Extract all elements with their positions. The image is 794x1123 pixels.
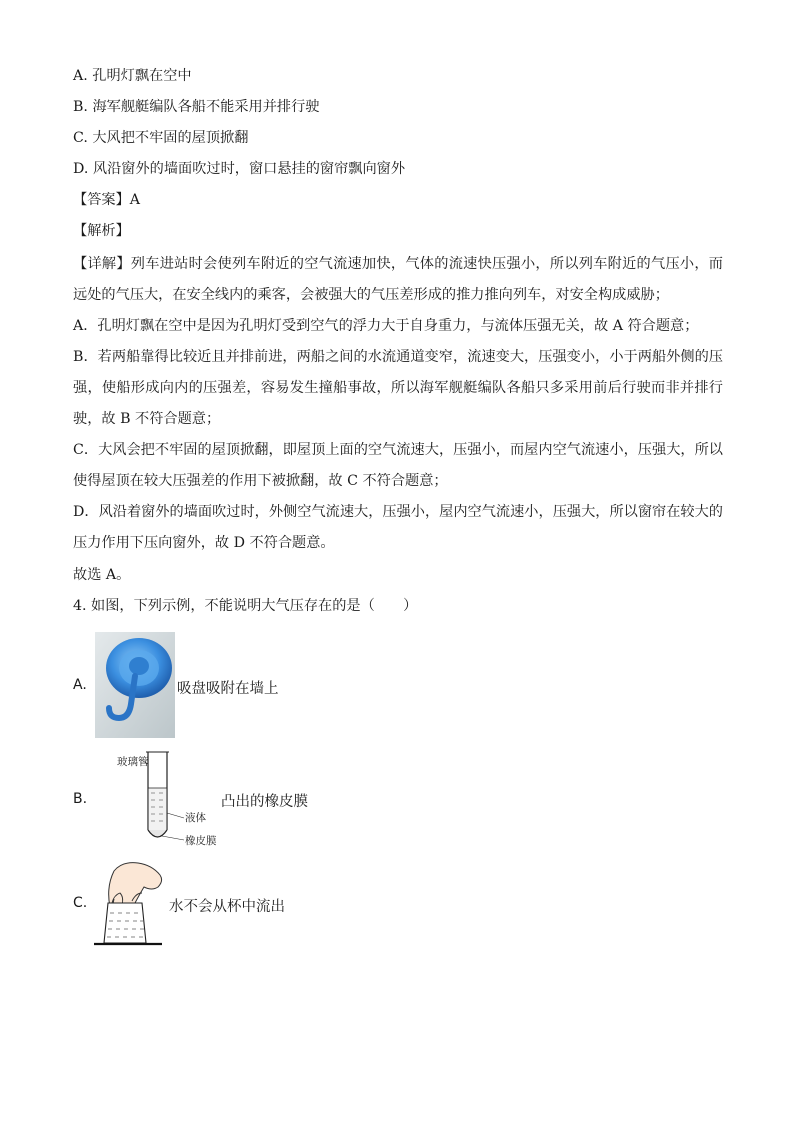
conclusion: 故选 A。 (73, 567, 131, 583)
label-liquid: 液体 (185, 812, 206, 824)
answer-line: 【答案】A (73, 192, 140, 208)
label-glass-tube: 玻璃管 (117, 756, 149, 768)
option-b: B. 海军舰艇编队各船不能采用并排行驶 (73, 99, 320, 115)
explanation-c: C．大风会把不牢固的屋顶掀翻，即屋顶上面的空气流速大，压强小，而屋内空气流速小，压强大，所以使得屋顶在较大压强差的作用下被掀翻，故 C 不符合题意； (73, 442, 723, 489)
label-rubber-film: 橡皮膜 (185, 835, 217, 847)
choice-c-letter: C. (73, 895, 88, 911)
explanation-a: A．孔明灯飘在空中是因为孔明灯受到空气的浮力大于自身重力，与流体压强无关，故 A 符合题意； (73, 318, 699, 334)
option-d: D. 风沿窗外的墙面吹过时，窗口悬挂的窗帘飘向窗外 (73, 161, 406, 177)
option-a: A. 孔明灯飘在空中 (73, 68, 192, 84)
choice-a-caption: 吸盘吸附在墙上 (177, 681, 279, 697)
choice-a-letter: A. (73, 677, 87, 693)
explanation-detail: 【详解】列车进站时会使列车附近的空气流速加快，气体的流速快压强小，所以列车附近的气压小，而远处的气压大，在安全线内的乘客，会被强大的气压差形成的推力推向列车，对安全构成威胁； (73, 256, 723, 303)
choice-c-caption: 水不会从杯中流出 (169, 899, 285, 915)
glass-tube-diagram (140, 750, 220, 845)
choice-b-caption: 凸出的橡皮膜 (221, 794, 308, 810)
analysis-label: 【解析】 (73, 223, 130, 239)
hand-cup-drawing (92, 857, 167, 947)
option-c: C. 大风把不牢固的屋顶掀翻 (73, 130, 249, 146)
suction-cup-image (95, 632, 175, 738)
question4-stem: 4. 如图，下列示例，不能说明大气压存在的是（ ） (73, 598, 418, 614)
explanation-b: B．若两船靠得比较近且并排前进，两船之间的水流通道变窄，流速变大，压强变小，小于两船外侧的压强，使船形成向内的压强差，容易发生撞船事故，所以海军舰艇编队各船只多采用前后行驶而非并排行驶，故 B 不符合题意； (73, 349, 723, 427)
choice-b-letter: B. (73, 791, 88, 807)
explanation-d: D．风沿着窗外的墙面吹过时，外侧空气流速大，压强小，屋内空气流速小，压强大，所以窗帘在较大的压力作用下压向窗外，故 D 不符合题意。 (73, 504, 723, 551)
